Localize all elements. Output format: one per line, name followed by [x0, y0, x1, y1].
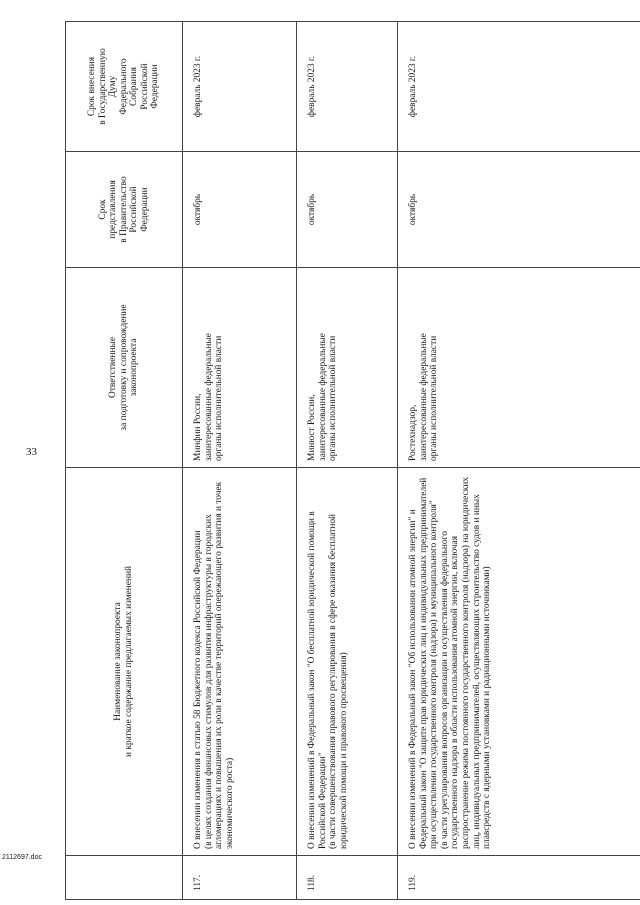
file-id: 2112697.doc — [2, 854, 42, 861]
header-responsible: Ответственные за подготовку и сопровождение законопроекта — [66, 268, 183, 468]
bill-description: (в целях создания финансовых стимулов для развития инфраструктуры в городских агломерациях и повышения их роли в качестве территорий опережающего развития и точек экономического роста) — [203, 481, 235, 849]
gov-deadline: октябрь — [183, 152, 297, 268]
responsible-cell: Ростехнадзор, заинтересованные федеральные органы исполнительной власти — [398, 268, 640, 468]
header-number — [66, 856, 183, 900]
row-number: 118. — [297, 856, 398, 900]
duma-deadline: февраль 2023 г. — [183, 22, 297, 152]
bill-cell — [183, 468, 297, 856]
bill-title: О внесении изменений в Федеральный закон "Об использовании атомной энергии" и Федеральный закон "О защите прав юридических лиц и индивидуальных предпринимателей при осуществлении государственного контроля (надзора) и муниципального контроля" — [408, 477, 440, 849]
table-wrapper — [65, 22, 631, 900]
gov-deadline: октябрь — [398, 152, 640, 268]
row-number: 119. — [398, 856, 640, 900]
bill-description: (в части урегулирования вопросов организации и осуществления федерального государственного надзора в области использования атомной энергии, включая распространение режима постоянного государственного контроля (надзора) на юридических лиц, индивидуальных предпринимателей, осуществляющих строительство судов и иных плавсредств с ядерными установками и радиационными источниками) — [439, 477, 493, 849]
row-number: 117. — [183, 856, 297, 900]
table-row — [297, 22, 398, 900]
legislation-table — [65, 21, 640, 900]
table-row — [183, 22, 297, 900]
duma-deadline: февраль 2023 г. — [297, 22, 398, 152]
page-number: 33 — [26, 446, 37, 458]
bill-description: (в части совершенствования правового регулирования в сфере оказания бесплатной юридической помощи и правового просвещения) — [328, 513, 349, 849]
header-gov-deadline: Срок представления в Правительство Российской Федерации — [66, 152, 183, 268]
table-row — [398, 22, 640, 900]
responsible-cell: Минфин России, заинтересованные федеральные органы исполнительной власти — [183, 268, 297, 468]
gov-deadline: октябрь — [297, 152, 398, 268]
bill-cell — [398, 468, 640, 856]
responsible-cell: Минюст России, заинтересованные федеральные органы исполнительной власти — [297, 268, 398, 468]
bill-title: О внесении изменений в Федеральный закон "О бесплатной юридической помощи в Российской Федерации" — [307, 511, 328, 849]
bill-title: О внесении изменения в статью 58 Бюджетного кодекса Российской Федерации — [193, 530, 203, 849]
duma-deadline: февраль 2023 г. — [398, 22, 640, 152]
bill-cell — [297, 468, 398, 856]
table-header-row — [66, 22, 183, 900]
rotated-table-area — [65, 22, 631, 900]
header-duma-deadline: Срок внесения в Государственную Думу Федерального Собрания Российской Федерации — [66, 22, 183, 152]
header-bill-name: Наименование законопроекта и краткое содержание предлагаемых изменений — [66, 468, 183, 856]
